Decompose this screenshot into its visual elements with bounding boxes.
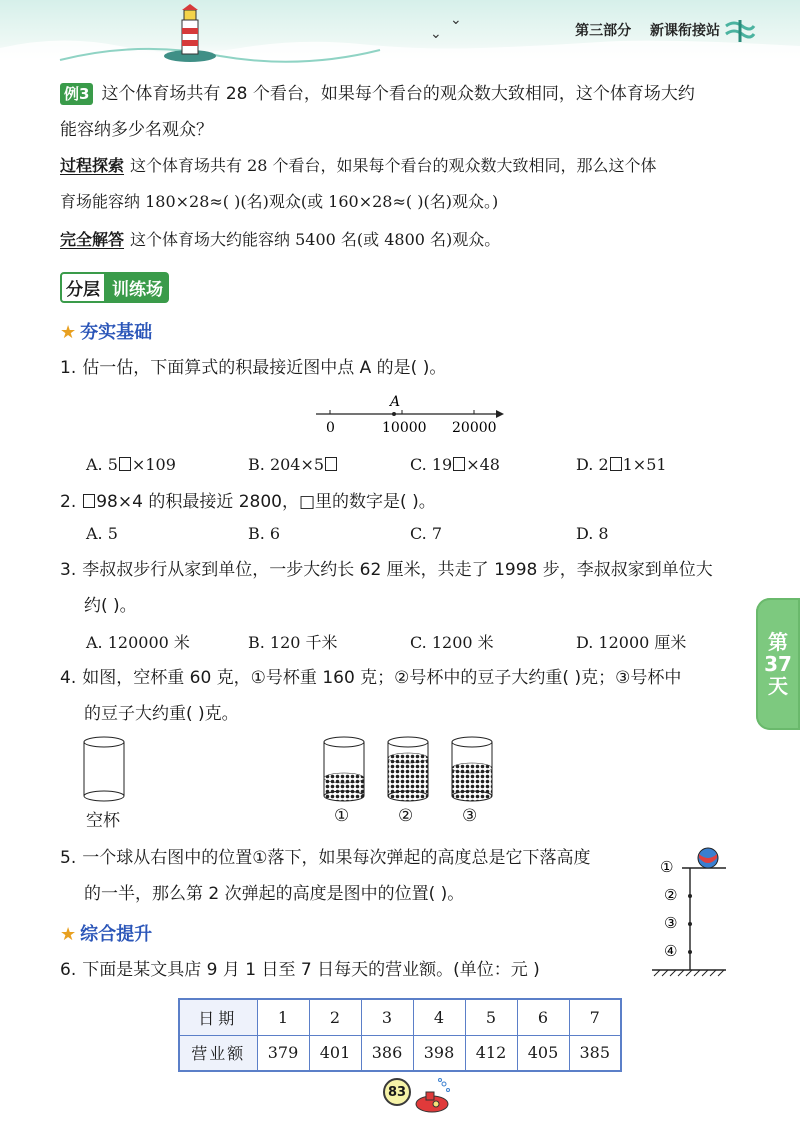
q2-option-d[interactable]: D. 8 [576,524,609,543]
ball-icon [698,848,718,868]
process-label: 过程探索 [60,156,125,175]
q3-option-a[interactable]: A. 120000 米 [86,633,190,652]
page-number: 83 [383,1078,411,1106]
table-row [179,1035,621,1071]
sales-table [178,998,622,1072]
q4-stem-line1: 4. 如图，空杯重 60 克，①号杯重 160 克；②号杯中的豆子大约重( )克；③号杯中 [60,668,682,688]
table-cell: 398 [413,1035,465,1071]
table-cell: 3 [361,999,413,1035]
table-row [179,999,621,1035]
table-cell: 2 [309,999,361,1035]
example-badge: 例3 [60,83,93,105]
q1-option-b[interactable]: B. 204×5 [248,455,338,474]
cups-figure [80,734,500,806]
example-question-line2: 能容纳多少名观众？ [60,120,213,140]
wave-logo-icon [724,18,756,44]
table-header-date: 日期 [179,999,257,1035]
table-cell: 7 [569,999,621,1035]
number-line [312,392,512,438]
cup-label-3: ③ [462,806,478,826]
position-label: ③ [664,914,678,932]
tick-label: 0 [326,420,335,436]
q6-stem: 6. 下面是某文具店 9 月 1 日至 7 日每天的营业额。(单位：元 ) [60,960,540,980]
section-basic: ★ 夯实基础 [60,322,153,343]
cup-1 [324,737,364,801]
table-cell: 379 [257,1035,309,1071]
answer-label: 完全解答 [60,230,125,249]
header-band [0,0,800,62]
q2-option-c[interactable]: C. 7 [410,524,443,543]
bounce-figure [652,842,732,980]
star-icon: ★ [60,924,77,945]
cup-3 [452,737,492,801]
q1-stem: 1. 估一估，下面算式的积最接近图中点 A 的是( )。 [60,358,447,378]
day-tab-line1: 第 [768,630,788,654]
q3-option-d[interactable]: D. 12000 厘米 [576,633,687,652]
day-tab [756,598,800,730]
section-advanced: ★ 综合提升 [60,924,153,945]
q1-option-a[interactable]: A. 5 ×109 [86,455,176,474]
table-cell: 386 [361,1035,413,1071]
q1-option-d[interactable]: D. 2 1×51 [576,455,667,474]
header-series: 新课衔接站 [650,23,720,39]
table-cell: 412 [465,1035,517,1071]
cup-2 [388,737,428,801]
position-label: ① [660,858,674,876]
q5-stem-line1: 5. 一个球从右图中的位置①落下，如果每次弹起的高度总是它下落高度 [60,848,591,868]
header-part: 第三部分 [575,23,632,39]
banner-right: 训练场 [106,272,169,303]
cup-label-empty: 空杯 [86,811,120,831]
table-cell: 6 [517,999,569,1035]
point-a [392,412,396,416]
q3-stem-line2: 约( )。 [84,596,137,616]
lighthouse-icon [160,4,220,62]
point-a-label: A [390,394,401,410]
cup-label-2: ② [398,806,414,826]
answer-line: 完全解答 这个体育场大约能容纳 5400 名(或 4800 名)观众。 [60,230,501,249]
training-banner [60,272,169,302]
process-line1: 过程探索 这个体育场共有 28 个看台，如果每个看台的观众数大致相同，那么这个体 [60,156,657,175]
q3-option-b[interactable]: B. 120 千米 [248,633,338,652]
q2-stem: 2. 98×4 的积最接近 2800，□里的数字是( )。 [60,492,436,512]
q2-option-a[interactable]: A. 5 [86,524,118,543]
bird-icon: ⌄ [430,26,442,42]
process-line2: 育场能容纳 180×28≈( )(名)观众(或 160×28≈( )(名)观众。) [60,192,499,211]
table-cell: 4 [413,999,465,1035]
position-label: ④ [664,942,678,960]
submarine-icon [408,1076,452,1116]
tick-label: 10000 [382,420,427,436]
star-icon: ★ [60,322,77,343]
cup-label-1: ① [334,806,350,826]
table-header-amount: 营业额 [179,1035,257,1071]
table-cell: 405 [517,1035,569,1071]
q4-stem-line2: 的豆子大约重( )克。 [84,704,239,724]
table-cell: 401 [309,1035,361,1071]
example-question-line1: 例3 这个体育场共有 28 个看台，如果每个看台的观众数大致相同，这个体育场大约 [60,82,695,106]
empty-cup [84,737,124,801]
tick-label: 20000 [452,420,497,436]
q3-option-c[interactable]: C. 1200 米 [410,633,494,652]
q1-option-c[interactable]: C. 19 ×48 [410,455,500,474]
q3-stem-line1: 3. 李叔叔步行从家到单位，一步大约长 62 厘米，共走了 1998 步，李叔叔家到单位大 [60,560,713,580]
table-cell: 385 [569,1035,621,1071]
table-cell: 1 [257,999,309,1035]
q2-option-b[interactable]: B. 6 [248,524,281,543]
position-label: ② [664,886,678,904]
day-tab-line3: 天 [768,674,788,698]
bird-icon: ⌄ [450,12,462,28]
day-tab-line2: 37 [764,652,792,676]
q5-stem-line2: 的一半，那么第 2 次弹起的高度是图中的位置( )。 [84,884,465,904]
banner-left: 分层 [60,272,106,303]
table-cell: 5 [465,999,517,1035]
